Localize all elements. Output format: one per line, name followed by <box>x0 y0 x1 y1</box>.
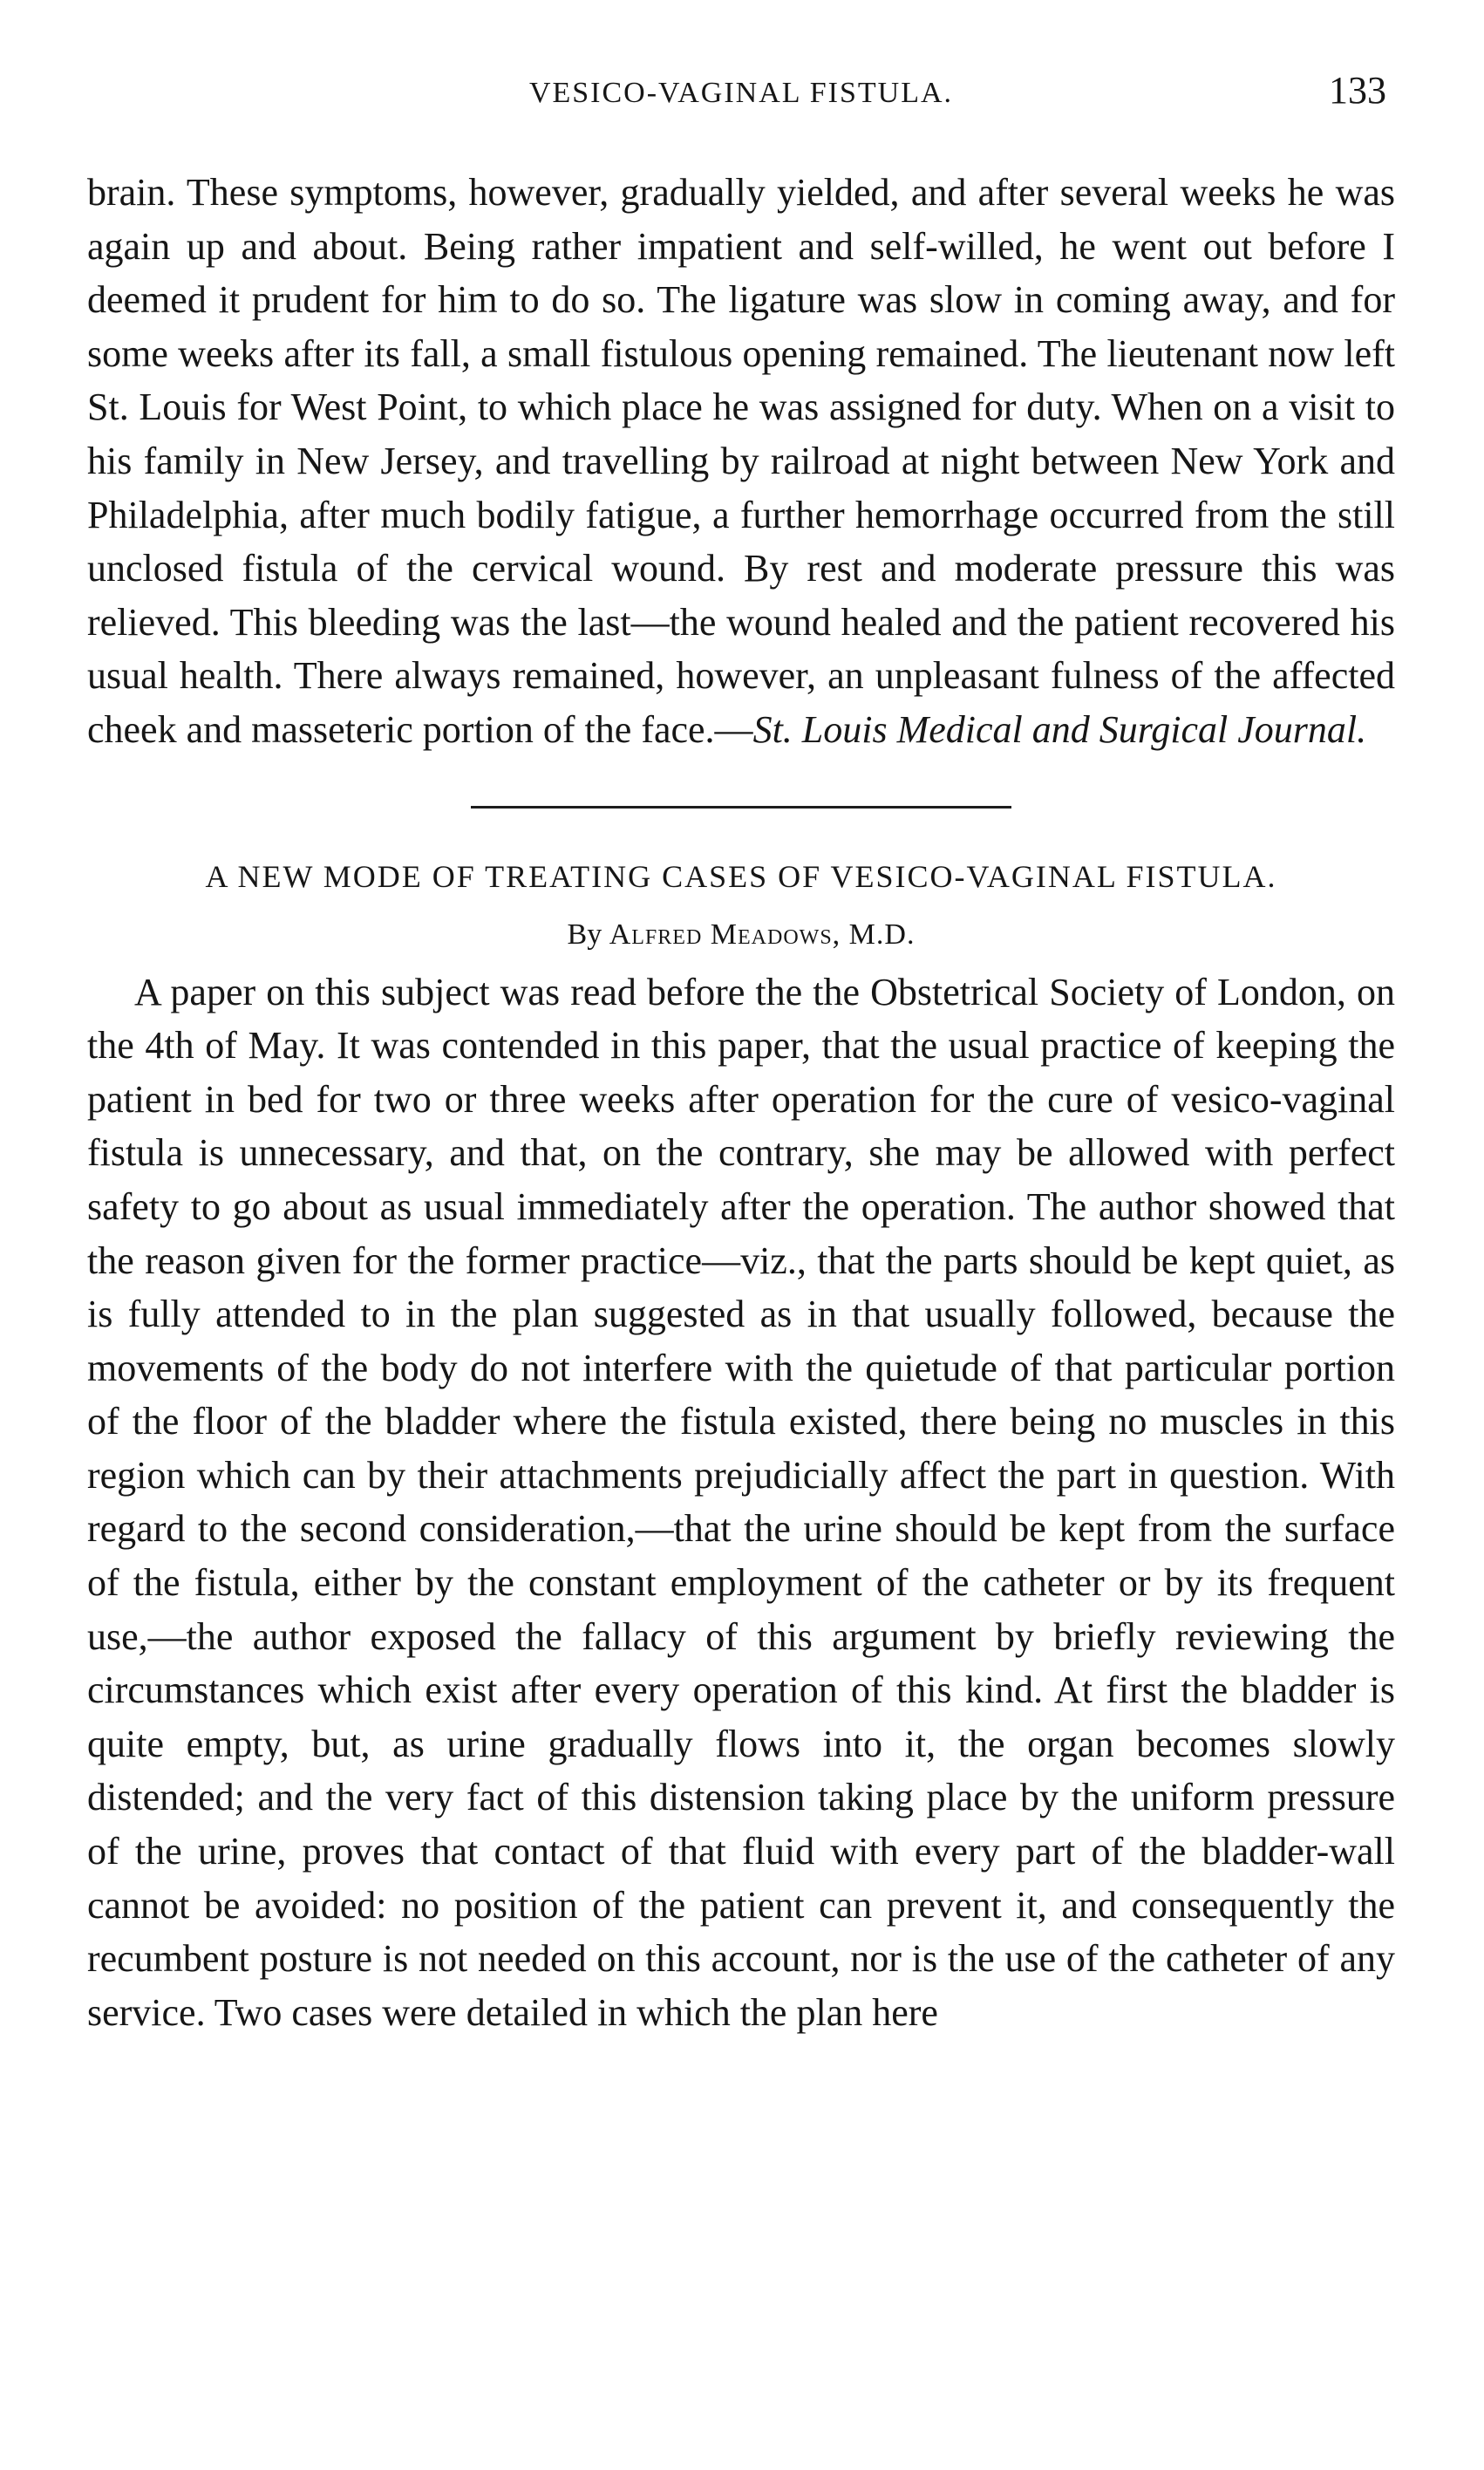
article-byline <box>87 915 1395 955</box>
previous-article-paragraph <box>87 166 1395 757</box>
article-author: Alfred Meadows, M.D. <box>609 918 916 951</box>
article-title: A NEW MODE OF TREATING CASES OF VESICO-VAGINAL FISTULA. <box>205 858 1277 894</box>
article-body-paragraph: A paper on this subject was read before the the Obstetrical Society of London, on the 4th of May. It was contended in this paper, that the usual practice of keeping the patient in bed for two or three weeks after operation for the cure of vesico-vaginal fistula is unnecessary, and that, on the contrary, she may be allowed with perfect safety to go about as usual immediately after the operation. The author showed that the reason given for the former practice—viz., that the parts should be kept quiet, as is fully attended to in the plan suggested as in that usually followed, because the movements of the body do not interfere with the quietude of that particular portion of the floor of the bladder where the fistula existed, there being no muscles in this region which can by their attachments prejudicially affect the part in question. With regard to the second consideration,—that the urine should be kept from the surface of the fistula, either by the constant employment of the catheter or by its frequent use,—the author exposed the fallacy of this argument by briefly reviewing the circumstances which exist after every operation of this kind. At first the bladder is quite empty, but, as urine gradually flows into it, the organ becomes slowly distended; and the very fact of this distension taking place by the uniform pressure of the urine, proves that contact of that fluid with every part of the bladder-wall cannot be avoided: no position of the patient can prevent it, and consequently the recumbent posture is not needed on this account, nor is the use of the catheter of any service. Two cases were detailed in which the plan here <box>87 970 1395 2034</box>
section-divider-rule <box>471 806 1011 809</box>
running-head <box>87 61 1395 113</box>
source-journal-citation: St. Louis Medical and Surgical Journal. <box>752 707 1367 751</box>
byline-prefix: By <box>567 918 602 951</box>
page-number: 133 <box>1329 69 1386 112</box>
running-head-title: VESICO-VAGINAL FISTULA. <box>528 77 954 109</box>
previous-article-text: brain. These symptoms, however, gradually yielded, and after several weeks he was again up and about. Being rather impatient and self-willed, he went out before I deemed it prudent for him to do so. The ligature was slow in coming away, and for some weeks after its fall, a small fistulous opening remained. The lieutenant now left St. Louis for West Point, to which place he was assigned for duty. When on a visit to his family in New Jersey, and travelling by railroad at night between New York and Philadelphia, after much bodily fatigue, a further hemorrhage occurred from the still unclosed fistula of the cervical wound. By rest and moderate pressure this was relieved. This bleeding was the last—the wound healed and the patient recovered his usual health. There always remained, however, an unpleasant fulness of the affected cheek and masseteric portion of the face.— <box>87 171 1395 751</box>
document-page <box>87 61 1395 2039</box>
